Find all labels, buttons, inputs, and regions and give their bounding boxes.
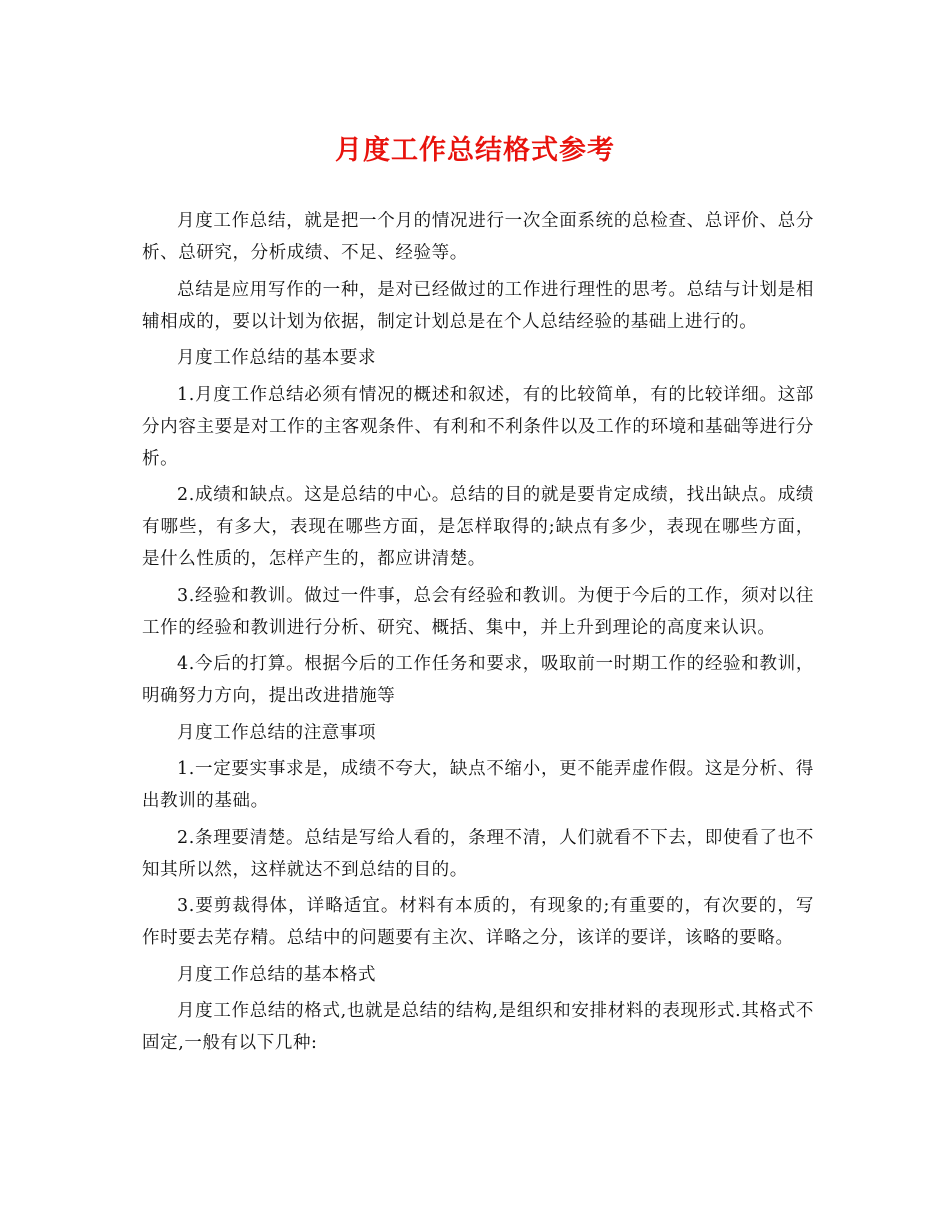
document-title: 月度工作总结格式参考 — [335, 135, 615, 166]
paragraph-requirement-2: 2.成绩和缺点。这是总结的中心。总结的目的就是要肯定成绩，找出缺点。成绩有哪些，有多大，表现在哪些方面，是怎样取得的;缺点有多少，表现在哪些方面，是什么性质的，怎样产生的，都应讲清楚。 — [142, 485, 814, 569]
paragraph-requirement-4: 4.今后的打算。根据今后的工作任务和要求，吸取前一时期工作的经验和教训，明确努力方向，提出改进措施等 — [142, 654, 814, 706]
paragraph-requirement-1: 1.月度工作总结必须有情况的概述和叙述，有的比较简单，有的比较详细。这部分内容主要是对工作的主客观条件、有利和不利条件以及工作的环境和基础等进行分析。 — [142, 384, 814, 469]
paragraph-definition: 总结是应用写作的一种，是对已经做过的工作进行理性的思考。总结与计划是相辅相成的，要以计划为依据，制定计划总是在个人总结经验的基础上进行的。 — [142, 279, 814, 332]
section-heading-format: 月度工作总结的基本格式 — [177, 964, 377, 985]
section-heading-notes: 月度工作总结的注意事项 — [177, 722, 377, 743]
paragraph-format: 月度工作总结的格式,也就是总结的结构,是组织和安排材料的表现形式.其格式不固定,一般有以下几种: — [142, 1001, 814, 1053]
paragraph-note-2: 2.条理要清楚。总结是写给人看的，条理不清，人们就看不下去，即使看了也不知其所以然，这样就达不到总结的目的。 — [142, 827, 814, 880]
paragraph-note-3: 3.要剪裁得体，详略适宜。材料有本质的，有现象的;有重要的，有次要的，写作时要去芜存精。总结中的问题要有主次、详略之分，该详的要详，该略的要略。 — [142, 896, 814, 948]
paragraph-requirement-3: 3.经验和教训。做过一件事，总会有经验和教训。为便于今后的工作，须对以往工作的经验和教训进行分析、研究、概括、集中，并上升到理论的高度来认识。 — [142, 585, 814, 638]
section-heading-requirements: 月度工作总结的基本要求 — [177, 348, 377, 368]
paragraph-note-1: 1.一定要实事求是，成绩不夸大，缺点不缩小，更不能弄虚作假。这是分析、得出教训的基础。 — [142, 759, 814, 811]
document-body — [142, 205, 814, 1064]
paragraph-intro: 月度工作总结，就是把一个月的情况进行一次全面系统的总检查、总评价、总分析、总研究，分析成绩、不足、经验等。 — [142, 211, 814, 263]
